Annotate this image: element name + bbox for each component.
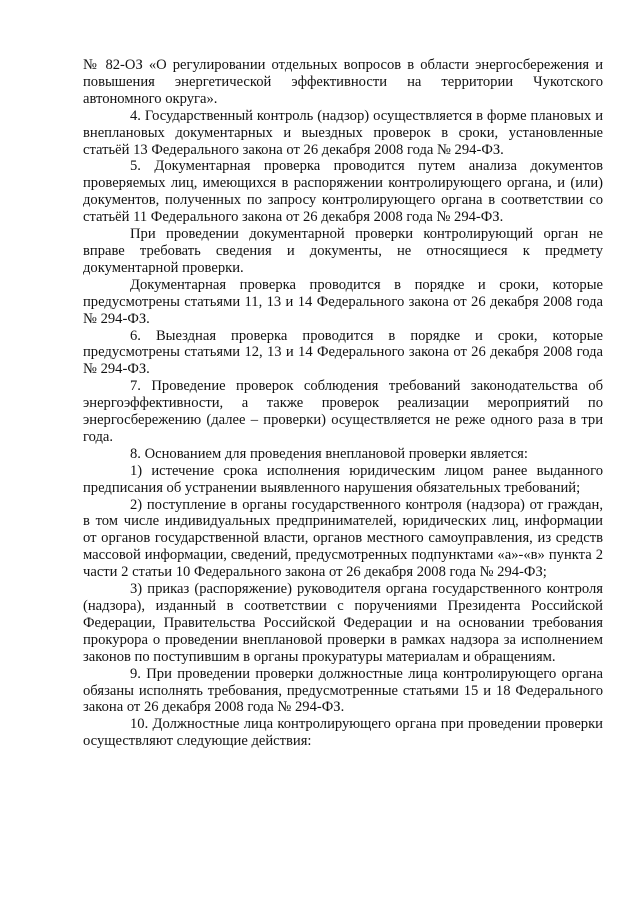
paragraph-subitem-3: 3) приказ (распоряжение) руководителя органа государственного контроля (надзора), изданный в соответствии с поручениями Президента Российской Федерации, Правительства Российской Федерации и на основании требования прокурора о проведении внеплановой проверки в рамках надзора за исполнением законов по поступившим в органы прокуратуры материалам и обращениям. [83,581,603,665]
paragraph-item-8: 8. Основанием для проведения внеплановой проверки является: [130,445,528,462]
paragraph-item-10: 10. Должностные лица контролирующего органа при проведении проверки осуществляют следующие действия: [83,716,603,750]
paragraph-subitem-1: 1) истечение срока исполнения юридическим лицом ранее выданного предписания об устранении выявленного нарушения обязательных требований; [83,462,603,496]
paragraph-item-4: 4. Государственный контроль (надзор) осуществляется в форме плановых и внеплановых документарных и выездных проверок в сроки, установленные статьёй 13 Федерального закона от 26 декабря 2008 года № 294-ФЗ. [83,107,603,158]
paragraph-item-5: 5. Документарная проверка проводится путем анализа документов проверяемых лиц, имеющихся в распоряжении контролирующего органа, и (или) документов, полученных по запросу контролирующего органа в соответствии со статьёй 11 Федерального закона от 26 декабря 2008 года № 294-ФЗ. [83,158,603,226]
paragraph-item-7: 7. Проведение проверок соблюдения требований законодательства об энергоэффективности, а также проверок реализации мероприятий по энергосбережению (далее – проверки) осуществляется не реже одного раза в три года. [83,378,603,445]
paragraph-item-6: 6. Выездная проверка проводится в порядке и сроки, которые предусмотрены статьями 12, 13 и 14 Федерального закона от 26 декабря 2008 года № 294-ФЗ. [83,327,603,378]
paragraph-documentary-procedure: Документарная проверка проводится в порядке и сроки, которые предусмотрены статьями 11, 13 и 14 Федерального закона от 26 декабря 2008 года № 294-ФЗ. [83,276,603,327]
paragraph-continuation: № 82-ОЗ «О регулировании отдельных вопросов в области энергосбережения и повышения энергетической эффективности на территории Чукотского автономного округа». [83,57,603,107]
paragraph-subitem-2: 2) поступление в органы государственного контроля (надзора) от граждан, в том числе индивидуальных предпринимателей, юридических лиц, информации от органов государственной власти, органов местного самоуправления, из средств массовой информации, сведений, предусмотренных подпунктами «а»-«в» пункта 2 части 2 статьи 10 Федерального закона от 26 декабря 2008 года № 294-ФЗ; [83,496,603,581]
document-page [83,57,603,750]
paragraph-item-9: 9. При проведении проверки должностные лица контролирующего органа обязаны исполнять требования, предусмотренные статьями 15 и 18 Федерального закона от 26 декабря 2008 года № 294-ФЗ. [83,665,603,716]
paragraph-documentary-restriction: При проведении документарной проверки контролирующий орган не вправе требовать сведения и документы, не относящиеся к предмету документарной проверки. [83,226,603,276]
